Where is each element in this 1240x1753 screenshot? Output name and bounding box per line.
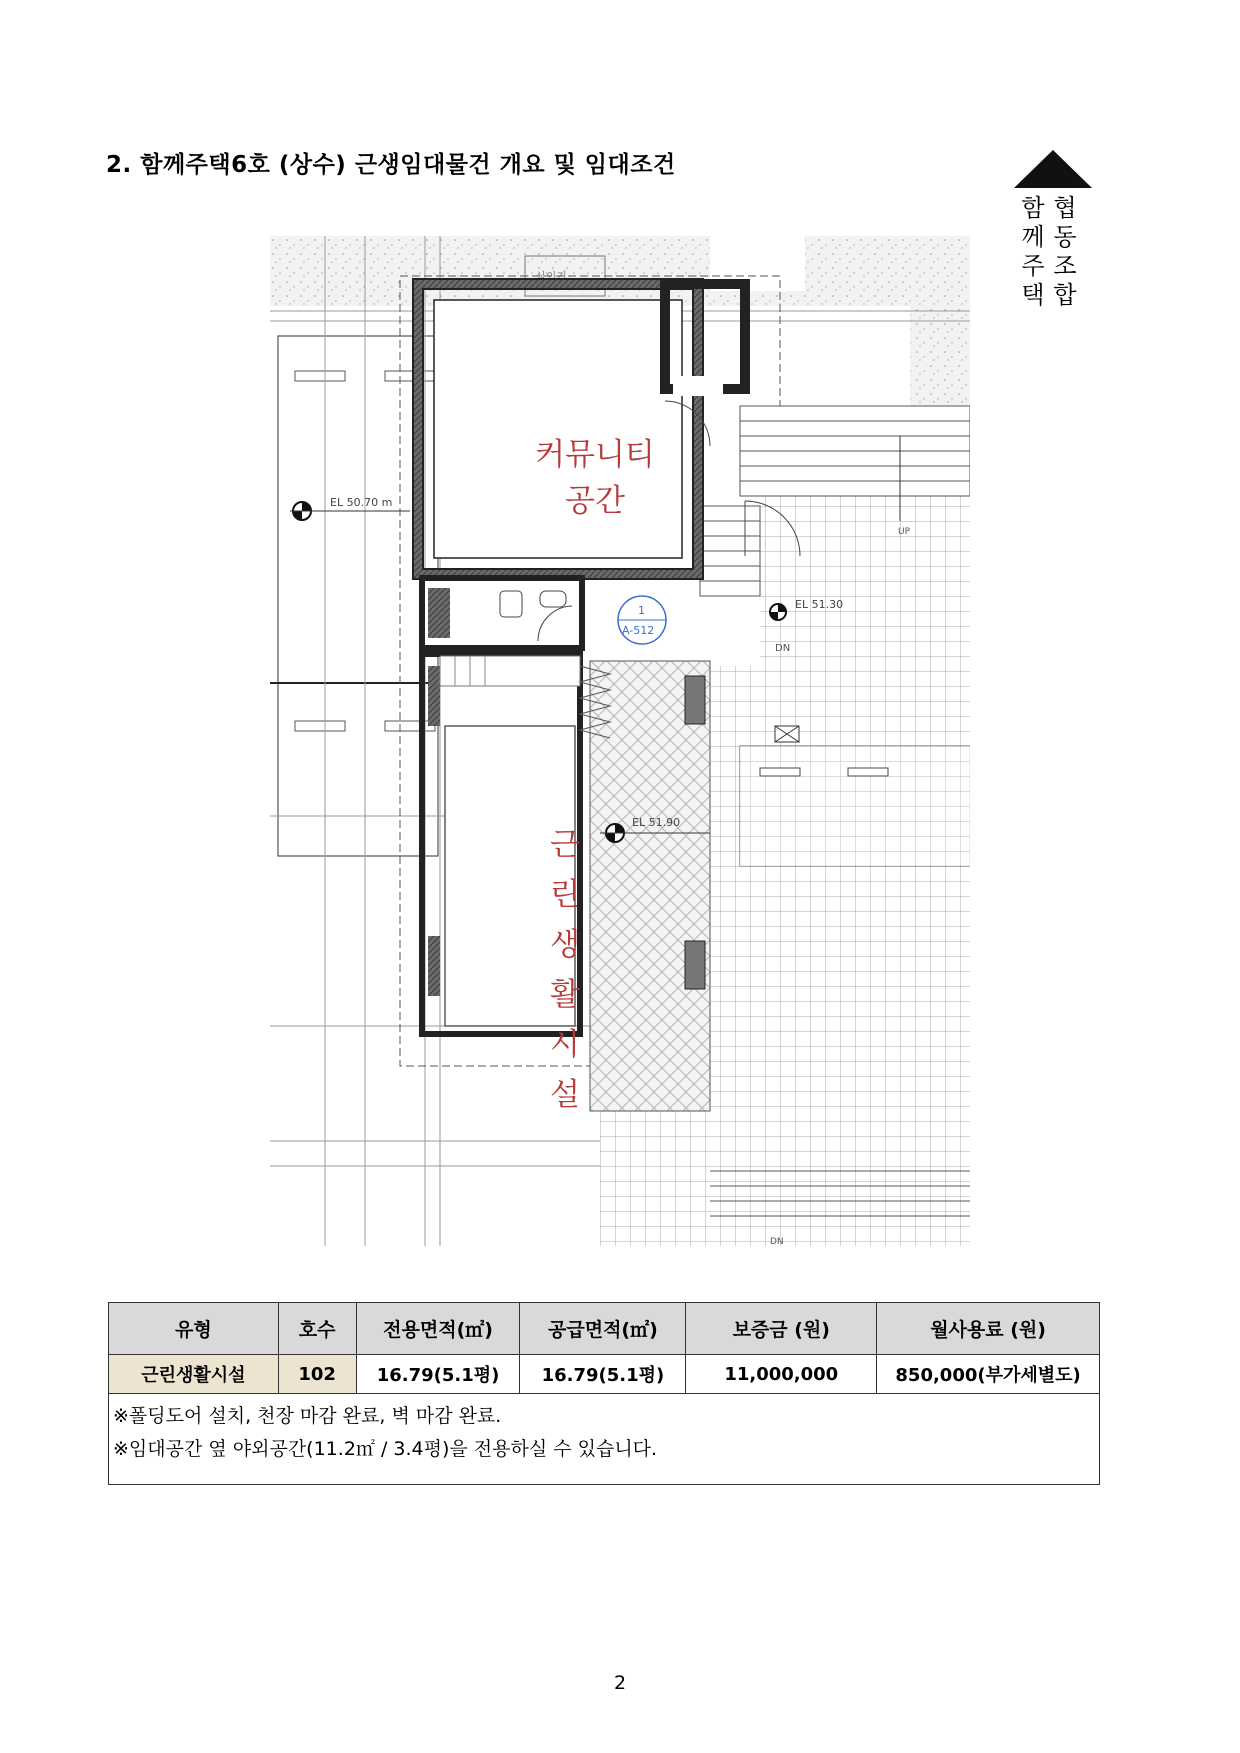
svg-text:1: 1 bbox=[638, 604, 645, 617]
note-line: ※폴딩도어 설치, 천장 마감 완료, 벽 마감 완료. bbox=[113, 1405, 502, 1427]
header-unit: 호수 bbox=[278, 1303, 356, 1355]
table-notes-row bbox=[109, 1394, 1100, 1485]
ground-area-top bbox=[270, 236, 970, 306]
cell-supply-area: 16.79(5.1평) bbox=[520, 1355, 686, 1394]
cell-deposit: 11,000,000 bbox=[686, 1355, 877, 1394]
community-room-walls bbox=[418, 284, 745, 574]
header-type: 유형 bbox=[109, 1303, 279, 1355]
dn-label-bottom: DN bbox=[770, 1237, 784, 1246]
header-deposit: 보증금 (원) bbox=[686, 1303, 877, 1355]
dn-label-top: DN bbox=[775, 643, 791, 654]
header-monthly-fee: 월사용료 (원) bbox=[877, 1303, 1100, 1355]
logo-char: 동 bbox=[1053, 223, 1077, 251]
room-label-retail: 근 린 생 활 시 설 bbox=[550, 827, 580, 1113]
cell-monthly-fee: 850,000(부가세별도) bbox=[877, 1355, 1100, 1394]
section-callout bbox=[618, 596, 666, 644]
table-row bbox=[109, 1355, 1100, 1394]
logo-char: 합 bbox=[1053, 281, 1077, 309]
logo-char: 함 bbox=[1021, 194, 1045, 222]
logo-char: 협 bbox=[1053, 194, 1077, 222]
rental-conditions-table bbox=[108, 1302, 1100, 1485]
terrace-herringbone bbox=[590, 661, 710, 1111]
cell-unit: 102 bbox=[278, 1355, 356, 1394]
logo-char: 조 bbox=[1053, 252, 1077, 280]
bathroom-walls bbox=[422, 578, 582, 648]
logo-char: 주 bbox=[1021, 252, 1045, 280]
floor-plan bbox=[270, 236, 970, 1246]
elevation-label: EL 51.90 bbox=[632, 816, 681, 829]
room-label-community: 커뮤니티 공간 bbox=[535, 437, 655, 519]
note-line: ※임대공간 옆 야외공간(11.2㎡ / 3.4평)을 전용하실 수 있습니다. bbox=[113, 1438, 658, 1460]
cooperative-logo bbox=[1010, 150, 1092, 320]
logo-char: 택 bbox=[1021, 281, 1045, 309]
logo-text-right bbox=[1050, 194, 1080, 310]
elevation-label: EL 51.30 bbox=[795, 598, 844, 611]
outdoor-unit-label: 실외기 bbox=[535, 270, 567, 283]
table-header-row bbox=[109, 1303, 1100, 1355]
logo-char: 께 bbox=[1021, 223, 1045, 251]
svg-text:A-512: A-512 bbox=[622, 624, 655, 637]
header-exclusive-area: 전용면적(㎡) bbox=[356, 1303, 520, 1355]
triangle-icon bbox=[1014, 150, 1092, 188]
notes-cell bbox=[109, 1394, 1100, 1485]
page-number: 2 bbox=[613, 1672, 627, 1694]
up-label: UP bbox=[898, 527, 911, 537]
cell-type: 근린생활시설 bbox=[109, 1355, 279, 1394]
header-supply-area: 공급면적(㎡) bbox=[520, 1303, 686, 1355]
elevation-marker-1 bbox=[290, 496, 410, 520]
document-title: 2. 함께주택6호 (상수) 근생임대물건 개요 및 임대조건 bbox=[106, 152, 676, 178]
logo-text-left bbox=[1018, 194, 1048, 310]
elevation-label: EL 50.70 m bbox=[330, 496, 393, 509]
cell-exclusive-area: 16.79(5.1평) bbox=[356, 1355, 520, 1394]
